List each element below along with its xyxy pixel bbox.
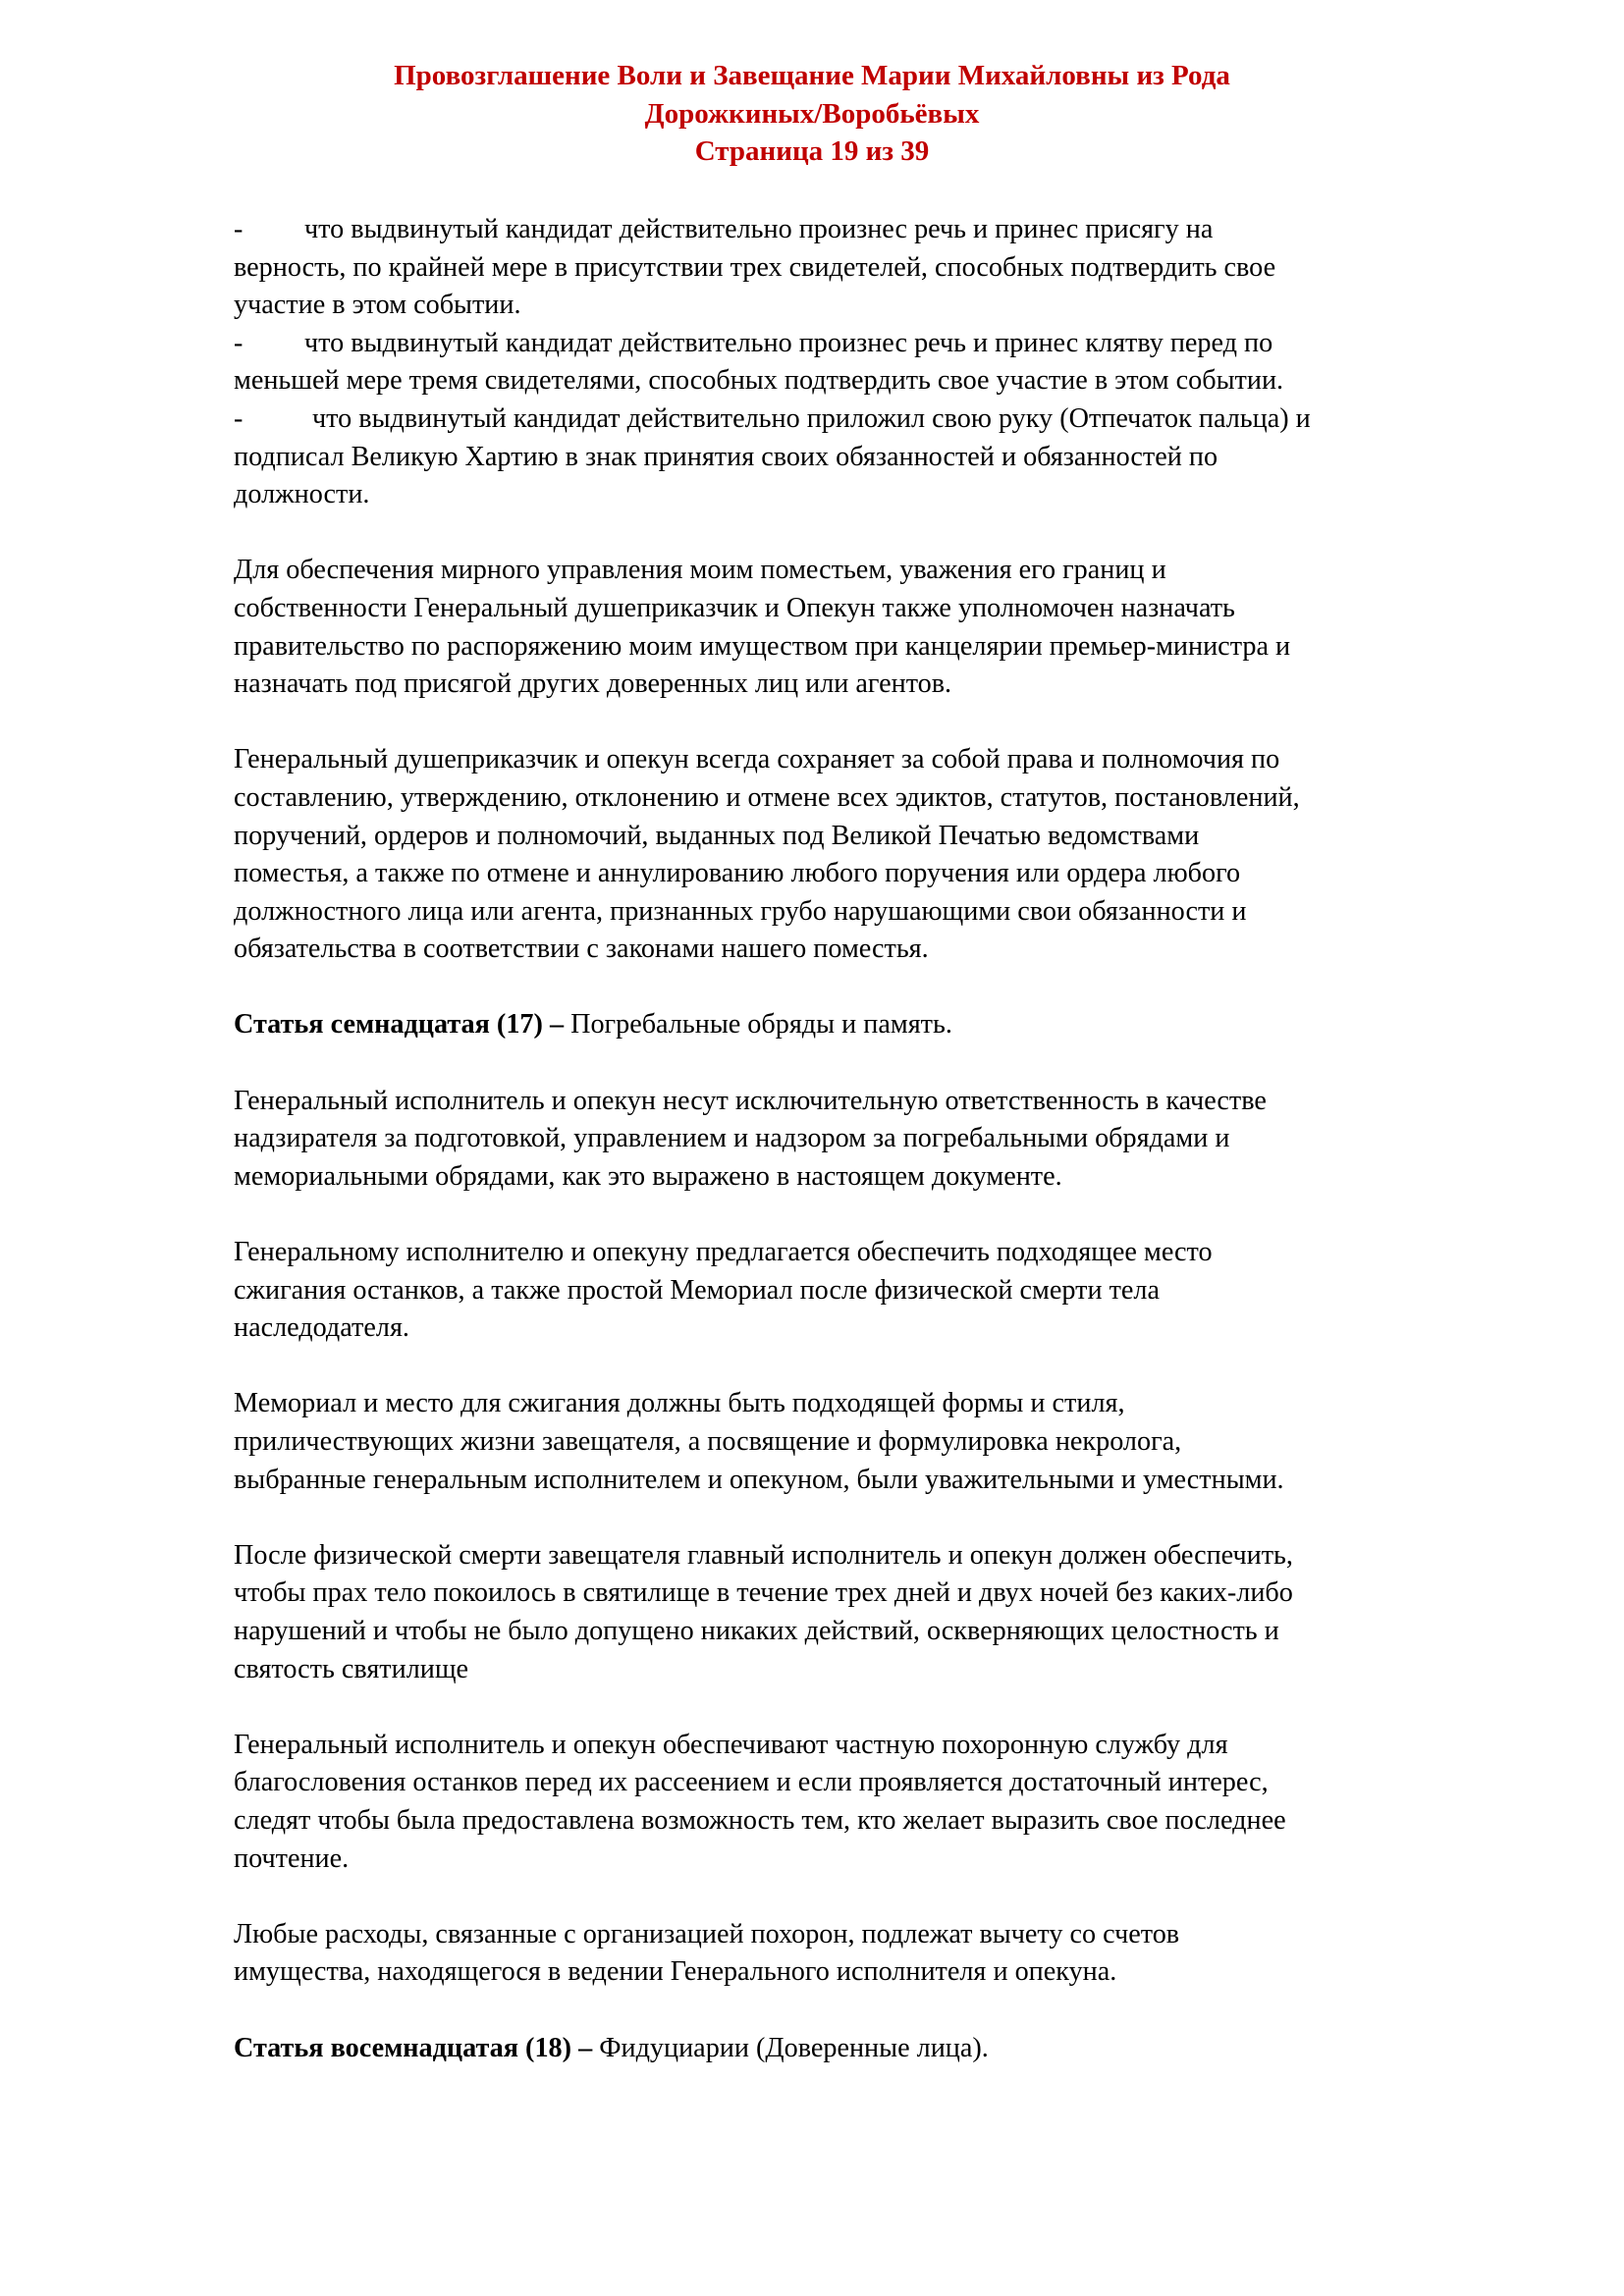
- paragraph: [234, 1385, 1510, 1499]
- text-line: После физической смерти завещателя главный исполнитель и опекун должен обеспечить,: [234, 1539, 1293, 1571]
- text-line: поручений, ордеров и полномочий, выданных под Великой Печатью ведомствами: [234, 820, 1200, 851]
- text-line: подписал Великую Хартию в знак принятия своих обязанностей и обязанностей по: [234, 441, 1218, 472]
- text-line: Генеральному исполнителю и опекуну предлагается обеспечить подходящее место: [234, 1237, 1213, 1268]
- text-line: наследодателя.: [234, 1312, 409, 1344]
- text-line: Генеральный исполнитель и опекун обеспечивают частную похоронную службу для: [234, 1729, 1228, 1760]
- text-line: Генеральный душеприказчик и опекун всегда сохраняет за собой права и полномочия по: [234, 744, 1280, 775]
- text-line: Генеральный исполнитель и опекун несут исключительную ответственность в качестве: [234, 1085, 1267, 1116]
- article-17-heading: [234, 1006, 1510, 1044]
- text-line: сжигания останков, а также простой Мемориал после физической смерти тела: [234, 1274, 1160, 1306]
- paragraph: [234, 552, 1510, 703]
- paragraph: [234, 1083, 1510, 1197]
- text-line: меньшей мере тремя свидетелями, способных подтвердить свое участие в этом событии.: [234, 365, 1284, 397]
- text-line: Для обеспечения мирного управления моим поместьем, уважения его границ и: [234, 555, 1166, 586]
- text-line: почтение.: [234, 1842, 350, 1874]
- text-line: что выдвинутый кандидат действительно произнес речь и принес клятву перед по: [304, 327, 1273, 358]
- text-line: следят чтобы была предоставлена возможность тем, кто желает выразить свое последнее: [234, 1804, 1286, 1836]
- text-line: благословения останков перед их рассеением и если проявляется достаточный интерес,: [234, 1767, 1269, 1798]
- article-title: Фидуциарии (Доверенные лица).: [592, 2032, 989, 2063]
- paragraph: [234, 1727, 1510, 1878]
- bullet-marker: -: [234, 214, 244, 244]
- text-line: выбранные генеральным исполнителем и опекуном, были уважительными и уместными.: [234, 1464, 1284, 1495]
- text-line: собственности Генеральный душеприказчик и Опекун также уполномочен назначать: [234, 592, 1235, 623]
- article-title: Погребальные обряды и память.: [564, 1009, 952, 1041]
- paragraph: [234, 1916, 1510, 1992]
- text-line: поместья, а также по отмене и аннулированию любого поручения или ордера любого: [234, 858, 1241, 889]
- text-line: надзирателя за подготовкой, управлением и надзором за погребальными обрядами и: [234, 1123, 1230, 1154]
- document-title-line2: Дорожкиных/Воробьёвых: [644, 97, 980, 130]
- paragraph: [234, 741, 1510, 969]
- paragraph: [234, 1537, 1510, 1688]
- text-line: правительство по распоряжению моим имуществом при канцелярии премьер-министра и: [234, 630, 1291, 662]
- page-number: Страница 19 из 39: [694, 135, 930, 167]
- text-line: верность, по крайней мере в присутствии трех свидетелей, способных подтвердить свое: [234, 251, 1276, 283]
- bullet-marker: -: [234, 327, 244, 358]
- text-line: что выдвинутый кандидат действительно произнес речь и принес присягу на: [304, 214, 1214, 244]
- bullet-item: [234, 400, 1510, 514]
- text-line: святость святилище: [234, 1653, 469, 1684]
- text-line: нарушений и чтобы не было допущено никаких действий, оскверняющих целостность и: [234, 1615, 1279, 1646]
- text-line: имущества, находящегося в ведении Генерального исполнителя и опекуна.: [234, 1956, 1117, 1988]
- text-line: должностного лица или агента, признанных грубо нарушающими свои обязанности и: [234, 895, 1247, 927]
- text-line: обязательства в соответствии с законами нашего поместья.: [234, 934, 929, 965]
- text-line: что выдвинутый кандидат действительно приложил свою руку (Отпечаток пальца) и: [312, 402, 1311, 434]
- text-line: мемориальными обрядами, как это выражено в настоящем документе.: [234, 1160, 1062, 1192]
- article-heading-bold: Статья восемнадцатая (18) –: [234, 2032, 593, 2063]
- document-body: [234, 211, 1510, 2067]
- document-header: [0, 57, 1624, 171]
- text-line: участие в этом событии.: [234, 290, 521, 321]
- bullet-marker: -: [234, 402, 244, 434]
- text-line: должности.: [234, 479, 370, 510]
- bullet-item: [234, 325, 1510, 400]
- paragraph: [234, 1234, 1510, 1348]
- article-heading-bold: Статья семнадцатая (17) –: [234, 1009, 565, 1041]
- article-18-heading: [234, 2030, 1510, 2068]
- document-title-line1: Провозглашение Воли и Завещание Марии Михайловны из Рода: [394, 60, 1230, 91]
- text-line: Мемориал и место для сжигания должны быть подходящей формы и стиля,: [234, 1388, 1125, 1419]
- text-line: Любые расходы, связанные с организацией похорон, подлежат вычету со счетов: [234, 1918, 1180, 1949]
- text-line: составлению, утверждению, отклонению и отмене всех эдиктов, статутов, постановлений,: [234, 781, 1300, 813]
- text-line: назначать под присягой других доверенных лиц или агентов.: [234, 668, 952, 700]
- bullet-item: [234, 211, 1510, 325]
- text-line: приличествующих жизни завещателя, а посвящение и формулировка некролога,: [234, 1426, 1182, 1457]
- text-line: чтобы прах тело покоилось в святилище в течение трех дней и двух ночей без каких-либо: [234, 1577, 1293, 1609]
